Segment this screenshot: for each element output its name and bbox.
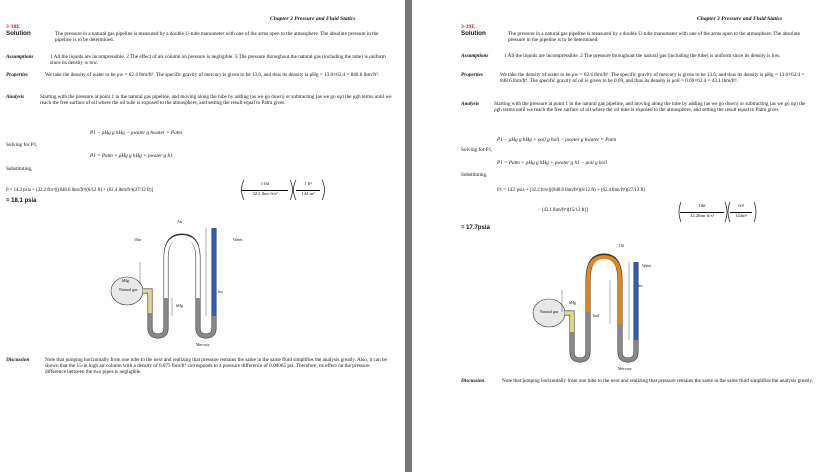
discussion-label: Discussion: [461, 378, 485, 384]
equation-2: P1 = Patm + ρHg g hHg + ρwater g h1: [90, 153, 173, 159]
equation-1: P1 − ρHg g hHg − ρwater g hwater = Patm: [90, 130, 182, 136]
discussion-label: Discussion: [6, 357, 30, 363]
fraction-ft-denominator: 144 in²: [296, 190, 320, 196]
hhg-label-2: hHg: [122, 278, 129, 283]
assumptions-label: Assumptions: [461, 53, 489, 59]
water-label: Water: [233, 237, 243, 242]
manometer-diagram: [532, 240, 682, 370]
assumptions-label: Assumptions: [6, 54, 34, 60]
analysis-label: Analysis: [6, 94, 25, 100]
analysis-label: Analysis: [461, 101, 480, 107]
hw-label: hw: [218, 289, 223, 294]
solution-text: The pressure in a natural gas pipeline is measured by a double U-tube manometer with one of the arms open to the atmosphere. The absolute pressure in the pipeline is to be determined.: [55, 31, 379, 44]
mercury-label: Mercury: [196, 342, 210, 347]
analysis-text: Starting with the pressure at point 1 in the natural gas pipeline, and moving along the tube by adding (as we go down) or subtracting (as we go up) the ρgh terms until we reach the free surface of oil where the oil tube is exposed to the atmosphere, and setting the result equal to Patm gives: [494, 101, 806, 114]
discussion-text: Note that jumping horizontally from one tube to the next and realizing that pressure remains the same in the same fluid simplifies the analysis greatly. Also, it can be shown that the 15-in high air column with a density of 0.075 lbm/ft³ corresponds to a pressure difference of 0.00065 psi. Therefore, its effect on the pressure difference between the two pipes is negligible.: [45, 357, 387, 376]
chapter-header: Chapter 3 Pressure and Fluid Statics: [697, 16, 783, 22]
chapter-header: Chapter 3 Pressure and Fluid Statics: [270, 16, 356, 22]
problem-number: 3-39E: [461, 24, 475, 30]
fraction-brackets: [238, 178, 328, 202]
fraction-ft-numerator: 1 ft²: [304, 181, 312, 186]
assumptions-text: 1 All the liquids are incompressible. 2 The pressure throughout the natural gas (including the tube) is uniform since its density is low.: [504, 53, 781, 59]
discussion-text: Note that jumping horizontally from one tube to the next and realizing that pressure remains the same in the same fluid simplifies the analysis greatly.: [502, 378, 813, 384]
hhg-label: hHg: [569, 300, 576, 305]
fraction-lbf-denominator: 32.2 lbm·ft/s²: [242, 190, 288, 196]
properties-label: Properties: [6, 72, 28, 78]
fraction-lbf-numerator: 1 lbf: [260, 181, 270, 186]
equation-3: P1 = 14.2 psia + (32.2 ft/s²)[(848.6 lbm/ft³)(6/12 ft) + (62.4 lbm/ft³)(27/12 ft): [497, 188, 646, 193]
substituting-text: Substituting,: [6, 166, 33, 172]
fraction-brackets: [676, 200, 760, 224]
assumptions-text: 1 All the liquids are incompressible. 2 The effect of air column on pressure is negligible. 3 The pressure throughout the natural gas (including the tube) is uniform since its density is low.: [50, 54, 386, 67]
mercury-label: Mercury: [618, 366, 632, 371]
answer: = 17.7psia: [461, 225, 490, 231]
substituting-text: Substituting,: [461, 172, 488, 178]
hhg-label: hHg: [176, 303, 183, 308]
properties-text: We take the density of water to be ρw = 62.4 lbm/ft³. The specific gravity of mercury is given to be 13.6, and thus its density is ρHg = 13.6×62.4 = 848.6 lbm/ft³. The specific gravity of oil is given to be 0.69, and thus its density is ρoil = 0.69×62.4 = 43.1 lbm/ft³.: [500, 72, 805, 85]
fraction-lbf-numerator: 1lbf: [698, 203, 706, 208]
water-label: Water: [642, 263, 652, 268]
page-gutter: [405, 0, 412, 472]
fraction-ft-denominator: 144in²: [730, 212, 752, 218]
solving-text: Solving for P1,: [461, 147, 493, 153]
fraction-lbf-denominator: 32.2lbm·ft/s²: [680, 212, 724, 218]
hw-label: hw: [638, 283, 643, 288]
problem-number: 3-38E: [6, 24, 20, 30]
fraction-ft-numerator: 1ft²: [737, 203, 745, 208]
hoil-label: hoil: [593, 313, 600, 318]
analysis-text: Starting with the pressure at point 1 in the natural gas pipeline, and moving along the tube by adding (as we go down) or subtracting (as we go up) the ρgh terms until we reach the free surface of oil where the oil tube is exposed to the atmosphere, and setting the result equal to Patm gives: [40, 94, 392, 107]
natural-gas-label: Natural gas: [119, 287, 138, 292]
air-label: Air: [177, 219, 183, 224]
left-page: [0, 0, 405, 472]
right-page: [412, 0, 823, 472]
properties-label: Properties: [461, 72, 483, 78]
oil-label: Oil: [619, 243, 625, 248]
equation-3: P = 14.2 psia + (32.2 ft/s²)[(848.6 lbm/ft³)(6/12 ft) + (62.4 lbm/ft³)(27/12 ft)]: [6, 188, 154, 193]
natural-gas-label: Natural gas: [540, 309, 559, 314]
solution-label: Solution: [461, 30, 486, 37]
properties-text: We take the density of water to be ρw = 62.4 lbm/ft³. The specific gravity of mercury is given to be 13.6, and thus its density is ρHg = 13.6×62.4 = 848.6 lbm/ft³.: [45, 72, 380, 78]
solving-text: Solving for P1,: [6, 142, 38, 148]
solution-text: The pressure in a natural gas pipeline is measured by a double U-tube manometer with one of the arms open to the atmosphere. The absolute pressure in the pipeline is to be determined.: [508, 31, 800, 44]
answer: = 18.1 psia: [6, 198, 37, 204]
equation-4: − (43.1 lbm/ft³)(15/12 ft)]: [538, 208, 588, 213]
equation-1: P1 − ρHg g hHg + ρoil g hoil − ρwater g hwater = Patm: [497, 137, 617, 143]
solution-label: Solution: [6, 30, 31, 37]
equation-2: P1 = Patm + ρHg g hHg + ρwater g h1 − ρoil g hoil: [497, 160, 607, 166]
height-10in-label: 10in: [134, 237, 142, 242]
